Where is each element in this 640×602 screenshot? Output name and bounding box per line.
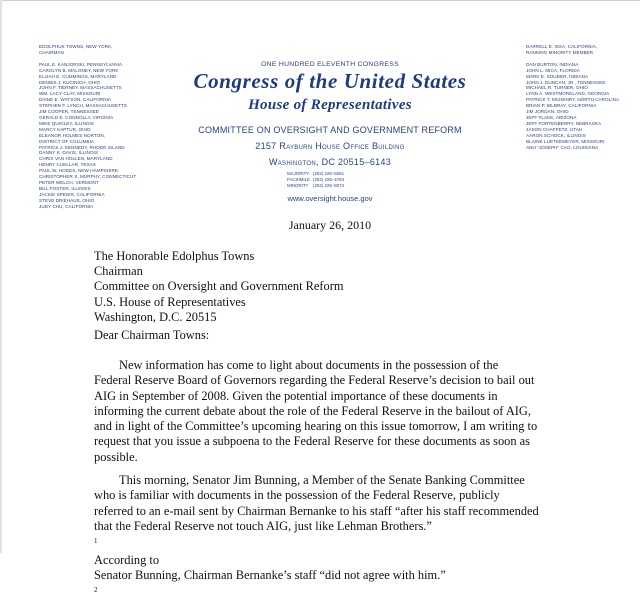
committee-member-name: ELEANOR HOLMES NORTON, (39, 132, 106, 138)
paragraph-line: AIG in September of 2008. Given the potential importance of these documents in (94, 388, 498, 403)
committee-member-name: JEFF FLAKE, ARIZONA (526, 114, 577, 120)
salutation: Dear Chairman Towns: (94, 328, 210, 342)
committee-member-name: DANNY K. DAVIS, ILLINOIS (39, 150, 98, 156)
addressee-line: Chairman (94, 264, 143, 279)
phone-row-majority: MAJORITY (202) 225–5051 (287, 171, 345, 176)
committee-member-name: PAUL E. KANJORSKI, PENNSYLVANIA (39, 61, 123, 67)
committee-member-name: PAUL W. HODES, NEW HAMPSHIRE (39, 168, 118, 174)
majority-member-roster (39, 44, 136, 209)
paragraph-line: referred to an e-mail sent by Chairman Bernanke to his staff “after his staff recommended (94, 503, 539, 518)
ranking-member-name: DARRELL E. ISSA, CALIFORNIA, (526, 44, 598, 49)
majority-member-list (39, 62, 136, 210)
addressee-line: The Honorable Edolphus Towns (94, 249, 255, 263)
committee-member-name: WM. LACY CLAY, MISSOURI (39, 91, 101, 97)
committee-member-name: HENRY CUELLAR, TEXAS (39, 162, 96, 168)
paragraph-line: possible. (94, 449, 138, 464)
office-city: Washington, DC 20515–6143 (268, 157, 392, 167)
committee-member-name: MICHAEL R. TURNER, OHIO (526, 85, 588, 91)
body-paragraph-2 (94, 473, 539, 602)
committee-member-name: LYNN A. WESTMORELAND, GEORGIA (526, 91, 610, 97)
committee-member-name: JASON CHAFFETZ, UTAH (526, 126, 583, 132)
committee-member-name: AARON SCHOCK, ILLINOIS (526, 132, 586, 138)
committee-member-name: GERALD E. CONNOLLY, VIRGINIA (39, 114, 114, 120)
chairman-title: CHAIRMAN (39, 49, 64, 55)
addressee-block (94, 249, 343, 325)
phone-row-minority: MINORITY (202) 225–5074 (287, 183, 345, 188)
committee-member-name: PATRICK T. MCHENRY, NORTH CAROLINA (526, 97, 620, 103)
footnote-mark-2[interactable]: 2 (94, 586, 98, 595)
body-paragraph-1 (94, 358, 537, 465)
committee-member-name: JOHN L. MICA, FLORIDA (526, 67, 580, 73)
paragraph-line: request that you issue a subpoena to the Federal Reserve for these documents as soon as (94, 434, 530, 449)
office-address: 2157 Rayburn House Office Building (255, 141, 405, 151)
committee-member-name: DISTRICT OF COLUMBIA (39, 138, 95, 144)
committee-member-name: JOHN J. DUNCAN, JR., TENNESSEE (526, 79, 606, 85)
paragraph-line: New information has come to light about documents in the possession of the (119, 358, 499, 372)
committee-member-name: MARK E. SOUDER, INDIANA (526, 73, 589, 79)
paragraph-line: who is familiar with documents in the possession of the Federal Reserve, publicly (94, 488, 500, 503)
congress-number: ONE HUNDRED ELEVENTH CONGRESS (261, 61, 399, 68)
addressee-line: Washington, D.C. 20515 (94, 309, 217, 324)
committee-member-name: STEVE DRIEHAUS, OHIO (39, 197, 95, 203)
chairman-name: EDOLPHUS TOWNS, NEW YORK, (39, 44, 113, 49)
letter-date: January 26, 2010 (288, 218, 372, 232)
committee-member-name: BLAINE LUETKEMEYER, MISSOURI (526, 138, 605, 144)
paragraph-line: Federal Reserve Board of Governors regarding the Federal Reserve’s decision to bail out (94, 373, 535, 388)
congress-title: Congress of the United States (193, 69, 467, 93)
committee-name: COMMITTEE ON OVERSIGHT AND GOVERNMENT REFORM (198, 125, 462, 135)
committee-member-name: DENNIS J. KUCINICH, OHIO (39, 79, 101, 85)
committee-member-name: JIM COOPER, TENNESSEE (39, 109, 99, 115)
paragraph-line: informing the current debate about the role of the Federal Reserve in the bailout of AIG, (94, 403, 531, 418)
committee-member-name: BRIAN P. BILBRAY, CALIFORNIA (526, 103, 597, 109)
committee-member-name: JEFF FORTENBERRY, NEBRASKA (526, 120, 602, 126)
committee-member-name: BILL FOSTER, ILLINOIS (39, 185, 91, 191)
committee-member-name: PETER WELCH, VERMONT (39, 179, 99, 185)
committee-member-name: MIKE QUIGLEY, ILLINOIS (39, 120, 94, 126)
committee-member-name: PATRICK J. KENNEDY, RHODE ISLAND (39, 144, 125, 150)
committee-member-name: DAN BURTON, INDIANA (526, 61, 579, 67)
page-left-border (0, 0, 2, 553)
website-link[interactable]: www.oversight.house.gov (287, 194, 373, 203)
committee-member-name: JOHN F. TIERNEY, MASSACHUSETTS (39, 85, 122, 91)
committee-member-name: STEPHEN F. LYNCH, MASSACHUSETTS (39, 103, 127, 109)
committee-member-name: JUDY CHU, CALIFORNIA (39, 203, 94, 209)
committee-member-name: MARCY KAPTUR, OHIO (39, 126, 91, 132)
ranking-member-title: RANKING MINORITY MEMBER (526, 49, 594, 55)
addressee-line: Committee on Oversight and Government Reform (94, 279, 344, 294)
minority-member-list (526, 62, 619, 151)
addressee-line: U.S. House of Representatives (94, 294, 246, 309)
house-title: House of Representatives (248, 97, 412, 113)
page-top-border (0, 0, 640, 1)
committee-member-name: JACKIE SPEIER, CALIFORNIA (39, 191, 105, 197)
paragraph-line: This morning, Senator Jim Bunning, a Member of the Senate Banking Committee (119, 473, 525, 487)
committee-member-name: ELIJAH E. CUMMINGS, MARYLAND (39, 73, 117, 79)
committee-member-name: CHRISTOPHER S. MURPHY, CONNECTICUT (39, 174, 137, 180)
committee-member-name: DIANE E. WATSON, CALIFORNIA (39, 97, 112, 103)
committee-member-name: JIM JORDAN, OHIO (526, 109, 569, 115)
paragraph-line: and in light of the Committee’s upcoming hearing on this issue tomorrow, I am writing to (94, 419, 538, 434)
committee-member-name: CHRIS VAN HOLLEN, MARYLAND (39, 156, 113, 162)
paragraph-line: that the Federal Reserve not touch AIG, just like Lehman Brothers.” $^1$ According to (94, 518, 432, 567)
phone-numbers (287, 171, 344, 189)
committee-member-name: CAROLYN B. MALONEY, NEW YORK (39, 67, 119, 73)
footnote-mark-1[interactable]: 1 (94, 537, 98, 546)
phone-row-facsimile: FACSIMILE (202) 225–4784 (287, 177, 345, 182)
minority-member-roster (526, 44, 619, 150)
paragraph-line: Senator Bunning, Chairman Bernanke’s staff “did not agree with him.” $^2$ (94, 567, 446, 595)
committee-member-name: ANH "JOSEPH" CAO, LOUISIANA (526, 144, 599, 150)
